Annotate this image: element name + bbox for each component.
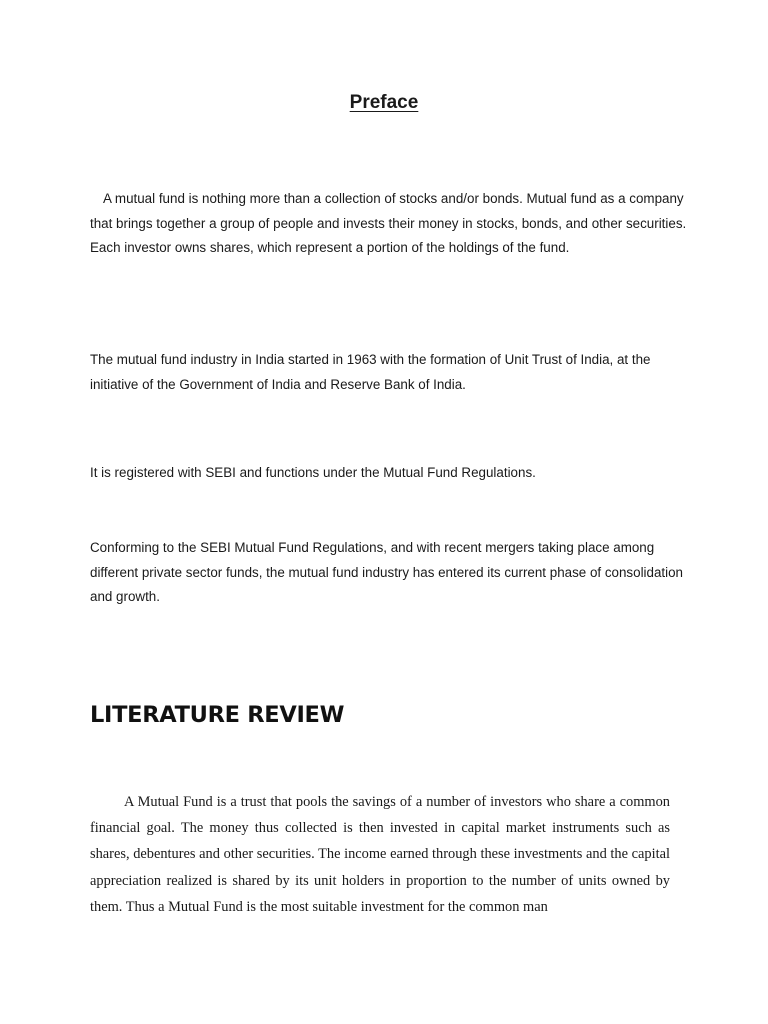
- preface-paragraph-2: The mutual fund industry in India started in 1963 with the formation of Unit Trust of India, at the initiative of the Government of India and Reserve Bank of India.: [90, 352, 651, 392]
- preface-paragraph-4: Conforming to the SEBI Mutual Fund Regulations, and with recent mergers taking place among different private sector funds, the mutual fund industry has entered its current phase of consolidation and growth.: [90, 540, 684, 604]
- preface-paragraph-3: It is registered with SEBI and functions under the Mutual Fund Regulations.: [90, 465, 536, 480]
- literature-review-heading: LITERATURE REVIEW: [90, 702, 345, 728]
- preface-heading: Preface: [349, 92, 419, 113]
- preface-paragraph-1: A mutual fund is nothing more than a collection of stocks and/or bonds. Mutual fund as a company that brings together a group of people and invests their money in stocks, bonds, and other securities. Each investor owns shares, which represent a portion of the holdings of the fund.: [90, 191, 687, 255]
- literature-review-paragraph: A Mutual Fund is a trust that pools the savings of a number of investors who share a common financial goal. The money thus collected is then invested in capital market instruments such as shares, debentures and other securities. The income earned through these investments and the capital appreciation realized is shared by its unit holders in proportion to the number of units owned by them. Thus a Mutual Fund is the most suitable investment for the common man: [90, 794, 670, 915]
